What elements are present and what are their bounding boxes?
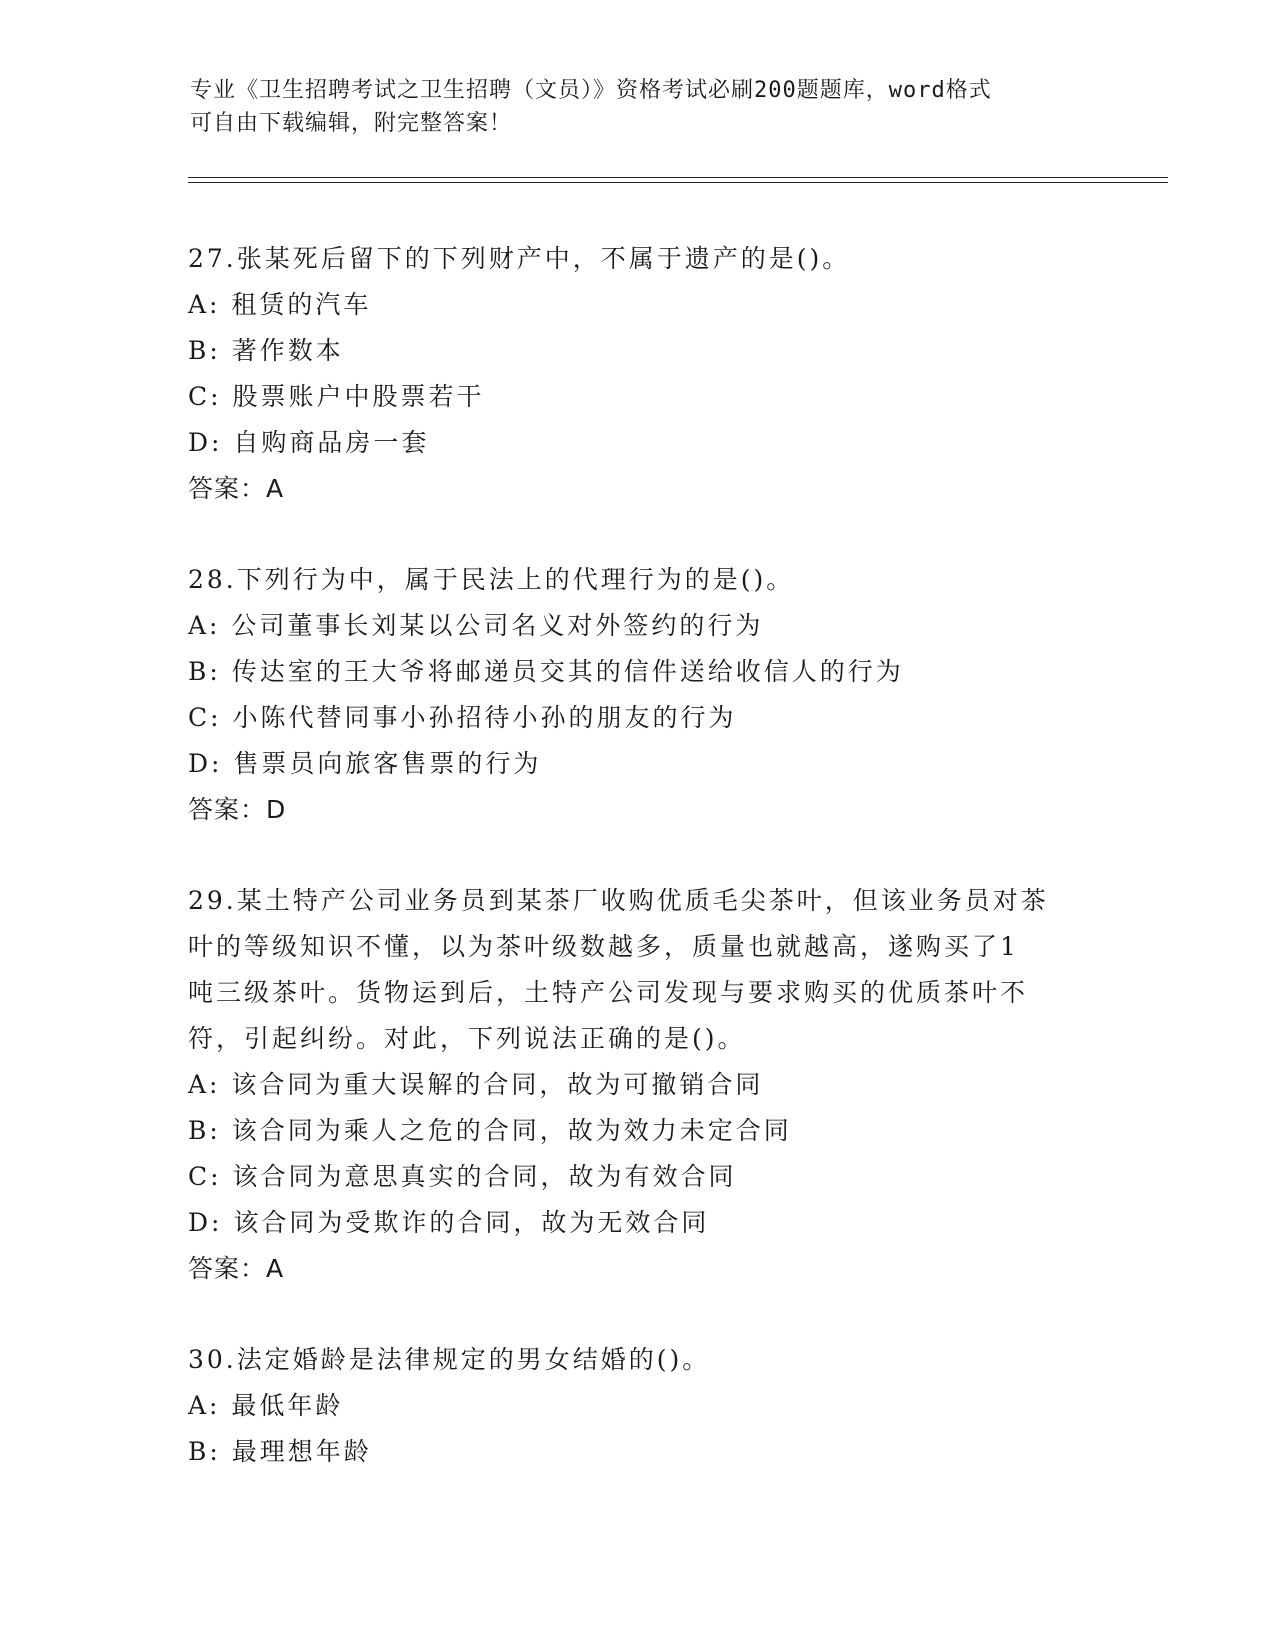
- option-d: D: 售票员向旅客售票的行为: [188, 749, 542, 778]
- option-a: A: 租赁的汽车: [188, 290, 372, 319]
- option-c: C: 该合同为意思真实的合同，故为有效合同: [188, 1162, 737, 1191]
- question-stem-line-4: 符，引起纠纷。对此，下列说法正确的是()。: [188, 1024, 746, 1053]
- header-divider-bottom: [188, 182, 1168, 183]
- question-27: [188, 236, 1088, 512]
- question-stem: 28.下列行为中，属于民法上的代理行为的是()。: [188, 565, 795, 594]
- option-c: C: 小陈代替同事小孙招待小孙的朋友的行为: [188, 703, 737, 732]
- answer-line: 答案：A: [188, 474, 285, 503]
- option-a: A: 公司董事长刘某以公司名义对外签约的行为: [188, 611, 764, 640]
- option-d: D: 自购商品房一套: [188, 428, 430, 457]
- question-28: [188, 557, 1088, 833]
- option-a: A: 最低年龄: [188, 1391, 344, 1420]
- question-29: [188, 878, 1088, 1292]
- option-b: B: 最理想年龄: [188, 1437, 372, 1466]
- header-divider-top: [188, 177, 1168, 178]
- question-30: [188, 1337, 1088, 1475]
- option-b: B: 著作数本: [188, 336, 344, 365]
- option-d: D: 该合同为受欺诈的合同，故为无效合同: [188, 1208, 710, 1237]
- question-stem: 30.法定婚龄是法律规定的男女结婚的()。: [188, 1345, 711, 1374]
- answer-line: 答案：D: [188, 795, 287, 824]
- document-header: [190, 74, 1090, 140]
- question-stem-line-1: 29.某土特产公司业务员到某茶厂收购优质毛尖茶叶，但该业务员对茶: [188, 886, 1049, 915]
- answer-line: 答案：A: [188, 1254, 285, 1283]
- option-a: A: 该合同为重大误解的合同，故为可撤销合同: [188, 1070, 764, 1099]
- option-c: C: 股票账户中股票若干: [188, 382, 485, 411]
- question-stem: 27.张某死后留下的下列财产中，不属于遗产的是()。: [188, 244, 851, 273]
- option-b: B: 传达室的王大爷将邮递员交其的信件送给收信人的行为: [188, 657, 904, 686]
- option-b: B: 该合同为乘人之危的合同，故为效力未定合同: [188, 1116, 792, 1145]
- header-line-2: 可自由下载编辑，附完整答案！: [190, 111, 513, 136]
- question-stem-line-3: 吨三级茶叶。货物运到后，土特产公司发现与要求购买的优质茶叶不: [188, 978, 1029, 1007]
- question-stem-line-2: 叶的等级知识不懂，以为茶叶级数越多，质量也就越高，遂购买了1: [188, 932, 1019, 961]
- header-line-1: 专业《卫生招聘考试之卫生招聘（文员）》资格考试必刷200题题库，word格式: [190, 78, 992, 103]
